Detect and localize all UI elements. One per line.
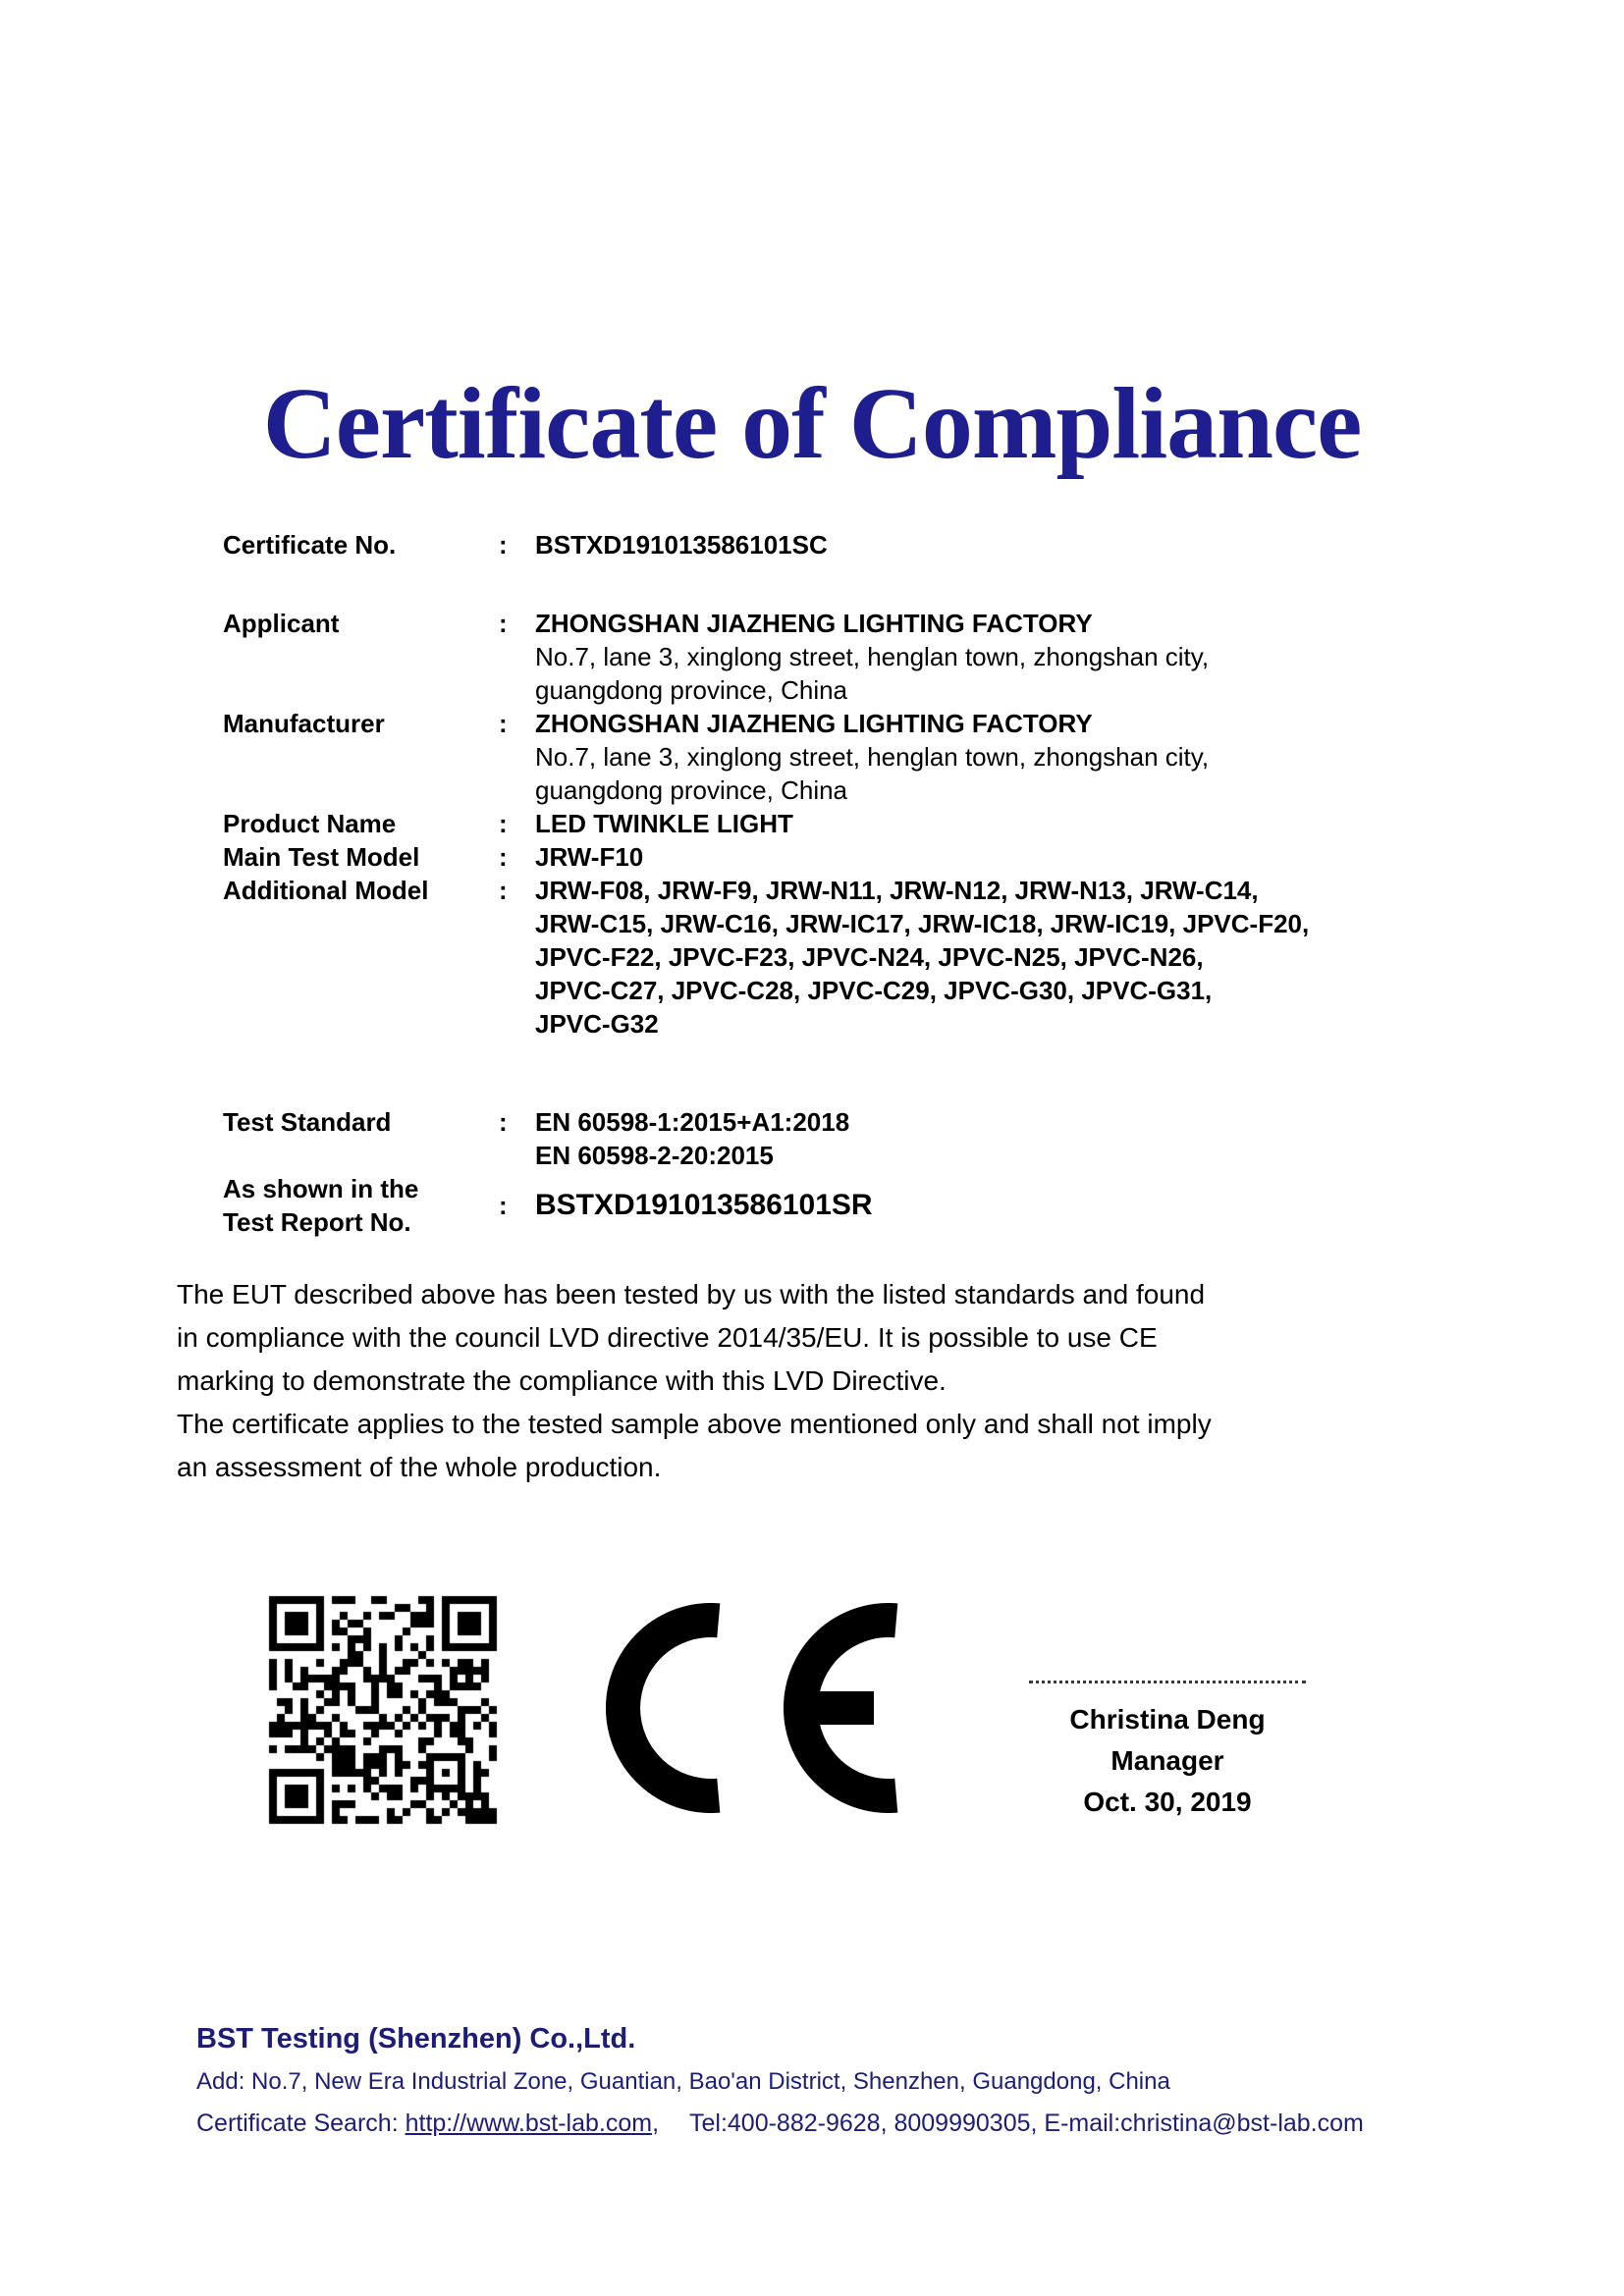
certificate-search-label: Certificate Search:: [196, 2109, 399, 2137]
field-value-line: LED TWINKLE LIGHT: [535, 809, 793, 838]
statement-line: an assessment of the whole production.: [177, 1452, 662, 1482]
certificate-fields: [223, 528, 1443, 1239]
field-row: [223, 1105, 1443, 1172]
field-value-line: EN 60598-2-20:2015: [535, 1141, 774, 1170]
certificate-title: Certificate of Compliance: [262, 367, 1362, 480]
field-row: [223, 1172, 1443, 1239]
signature-date: Oct. 30, 2019: [1083, 1787, 1252, 1817]
field-label: [223, 607, 499, 640]
field-value-line: JRW-F10: [535, 842, 644, 872]
qr-code: [267, 1594, 499, 1826]
field-values: [535, 1105, 1443, 1172]
field-colon: :: [499, 1107, 508, 1137]
footer-company-name: BST Testing (Shenzhen) Co.,Ltd.: [196, 2023, 636, 2055]
search-separator: ,: [652, 2109, 660, 2137]
statement-line: The certificate applies to the tested sample above mentioned only and shall not imply: [177, 1409, 1212, 1439]
field-label: [223, 807, 499, 840]
field-value-line: BSTXD191013586101SC: [535, 530, 828, 560]
field-values: [535, 707, 1443, 807]
field-label: [223, 840, 499, 874]
field-label-line: Product Name: [223, 809, 397, 838]
field-label-line: Main Test Model: [223, 842, 420, 872]
field-values: [535, 1189, 1443, 1222]
field-value-line: No.7, lane 3, xinglong street, henglan town, zhongshan city,: [535, 642, 1210, 671]
certificate-search-link[interactable]: http://www.bst-lab.com: [405, 2109, 653, 2137]
signatory-role: Manager: [1110, 1745, 1224, 1776]
footer-address: Add: No.7, New Era Industrial Zone, Guantian, Bao'an District, Shenzhen, Guangdong, China: [196, 2068, 1170, 2095]
ce-letter-e: [784, 1603, 897, 1813]
field-colon: :: [499, 609, 508, 638]
field-row: [223, 840, 1443, 874]
ce-letter-c: [606, 1603, 720, 1813]
field-label-line: Applicant: [223, 609, 340, 638]
field-label: [223, 1172, 499, 1239]
field-row: [223, 607, 1443, 707]
field-values: [535, 528, 1443, 561]
footer-contact: Tel:400-882-9628, 8009990305, E-mail:christina@bst-lab.com: [688, 2109, 1364, 2137]
field-label-line: As shown in the: [223, 1174, 419, 1203]
footer-search-line: [196, 2107, 1364, 2140]
signature-block: [1029, 1681, 1306, 1823]
field-colon: :: [499, 530, 508, 560]
field-value-line: BSTXD191013586101SR: [535, 1189, 873, 1221]
field-label: [223, 528, 499, 561]
field-colon: :: [499, 876, 508, 905]
field-value-line: JPVC-F22, JPVC-F23, JPVC-N24, JPVC-N25, JPVC-N26,: [535, 942, 1204, 972]
field-value-line: JRW-C15, JRW-C16, JRW-IC17, JRW-IC18, JRW-IC19, JPVC-F20,: [535, 909, 1310, 938]
ce-mark-logo: [605, 1602, 899, 1814]
field-label-line: Test Standard: [223, 1107, 392, 1137]
compliance-statement: [177, 1273, 1443, 1489]
field-row: [223, 874, 1443, 1041]
field-label: [223, 874, 499, 907]
field-row: [223, 707, 1443, 807]
field-colon: :: [499, 709, 508, 738]
statement-line: The EUT described above has been tested by us with the listed standards and found: [177, 1279, 1206, 1309]
field-value-line: JRW-F08, JRW-F9, JRW-N11, JRW-N12, JRW-N13, JRW-C14,: [535, 876, 1259, 905]
field-values: [535, 840, 1443, 874]
statement-line: marking to demonstrate the compliance with this LVD Directive.: [177, 1365, 947, 1396]
field-label-line: Test Report No.: [223, 1207, 411, 1237]
signatory-name: Christina Deng: [1069, 1704, 1266, 1735]
field-value-line: No.7, lane 3, xinglong street, henglan town, zhongshan city,: [535, 742, 1210, 772]
field-label-line: Manufacturer: [223, 709, 385, 738]
field-row: [223, 528, 1443, 561]
field-colon: :: [499, 1191, 508, 1220]
field-value-line: EN 60598-1:2015+A1:2018: [535, 1107, 850, 1137]
field-colon: :: [499, 809, 508, 838]
field-label: [223, 707, 499, 740]
signature-line: [1029, 1681, 1306, 1683]
field-values: [535, 874, 1443, 1041]
field-label: [223, 1105, 499, 1139]
field-value-line: JPVC-G32: [535, 1009, 659, 1039]
field-label-line: Additional Model: [223, 876, 429, 905]
field-colon: :: [499, 842, 508, 872]
field-value-line: guangdong province, China: [535, 775, 848, 805]
field-value-line: ZHONGSHAN JIAZHENG LIGHTING FACTORY: [535, 609, 1093, 638]
field-value-line: guangdong province, China: [535, 675, 848, 705]
field-row: [223, 807, 1443, 840]
field-values: [535, 607, 1443, 707]
field-value-line: ZHONGSHAN JIAZHENG LIGHTING FACTORY: [535, 709, 1093, 738]
field-label-line: Certificate No.: [223, 530, 397, 560]
field-values: [535, 807, 1443, 840]
statement-line: in compliance with the council LVD directive 2014/35/EU. It is possible to use CE: [177, 1322, 1158, 1353]
footer: [196, 2020, 1364, 2140]
field-value-line: JPVC-C27, JPVC-C28, JPVC-C29, JPVC-G30, JPVC-G31,: [535, 976, 1213, 1005]
